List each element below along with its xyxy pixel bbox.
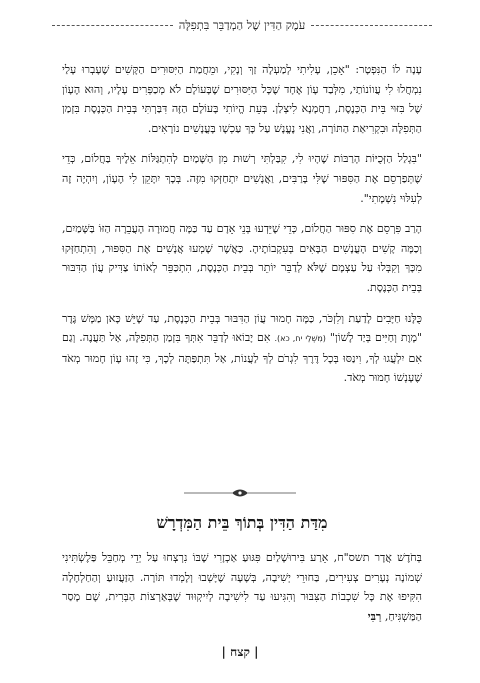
running-header [52, 14, 432, 36]
header-rule-right [311, 25, 432, 26]
paragraph-4 [62, 309, 422, 388]
page-number: | קצח | [221, 645, 259, 659]
paragraph-4-part-1: כֻּלָּנוּ חַיָּבִים לָדַעַת וְלִזְכֹּר, כַּמָּה חָמוּר עֲוֹן הַדִּבּוּר בְּבֵית הַכְּנֶסֶת, עַד שֶׁיֵּשׁ כָּאן מַמָּשׁ גֶּדֶר "מָוֶת וְחַיִּים בְּיַד לָשׁוֹן" [62, 311, 423, 345]
running-title: עֹמֶק הַדִּין שֶׁל הַמְדַבֵּר בִּתְפִלָּה [178, 18, 306, 32]
paragraph-1: עָנָה לוֹ הַנִּפְטָר: "אָכֵן, עָלִיתִי לְמַעְלָה זַךְ וְנָקִי, וּמֵחֲמַת הַיִּסּוּרִים הַקָּשִׁים שֶׁעָבְרוּ עָלַי נִמְחֲלוּ לִי עֲווֹנוֹתַי, מִלְּבַד עָוֹן אֶחָד שֶׁכָּל הַיִּסּוּרִים שֶׁבָּעוֹלָם לֹא מְכַפְּרִים עָלָיו, וְהוּא הֶעָוֹן שֶׁל בִּזּוּי בֵּית הַכְּנֶסֶת, רַחֲמָנָא לִיצְלַן. בְּעֵת הֱיוֹתִי בָּעוֹלָם הַזֶּה דִּבַּרְתִּי בְּבֵית הַכְּנֶסֶת בִּזְמַן הַתְּפִלָּה וּבִקְרִיאַת הַתּוֹרָה, וַאֲנִי נֶעֱנָשׁ עַל כָּךְ עַכְשָׁו בָּעֳנָשִׁים נוֹרָאִים. [62, 63, 422, 135]
divider-ornament-icon [180, 486, 300, 500]
section-divider-ornament [180, 486, 300, 500]
paragraph-3: הָרַב פִּרְסֵם אֶת סִפּוּר הַחֲלוֹם, כְּדֵי שֶׁיֵּדְעוּ בְּנֵי אָדָם עַד כַּמָּה חֲמוּרָה הָעֲבֵרָה הַזּוֹ בַּשָּׁמַיִם, וְכַמָּה קָשִׁים הָעֳנָשִׁים הַבָּאִים בְּעִקְבוֹתֶיהָ. כַּאֲשֶׁר שָׁמְעוּ אֲנָשִׁים אֶת הַסִּפּוּר, וְהִתְחַזְּקוּ מִכָּךְ וְקִבְּלוּ עַל עַצְמָם שֶׁלֹּא לְדַבֵּר יוֹתֵר בְּבֵית הַכְּנֶסֶת, הִתְכַּפֵּר לְאוֹתוֹ צַדִּיק עֲוֹן הַדִּבּוּר בְּבֵית הַכְּנֶסֶת. [62, 222, 422, 294]
section-title: מִדַּת הַדִּין בְּתוֹךְ בֵּית הַמִּדְרָשׁ [156, 513, 328, 532]
paragraph-4-part-2: אִם יָבוֹאוּ לְדַבֵּר אִתְּךָ בִּזְמַן הַתְּפִלָּה, אַל תַּעֲנֶה. וְגַם אִם יִלְעֲגוּ לְךָ, וִינַסּוּ בְּכָל דֶּרֶךְ לִגְרֹם לְךָ לַעֲנוֹת, אַל תִּתְפַּתֶּה לְכָךְ, כִּי זֶהוּ עָוֹן חָמוּר מְאֹד שֶׁעָנְשׁוֹ חָמוּר מְאֹד. [62, 331, 422, 385]
paragraph-2: "בִּגְלַל הַזְּכֻיּוֹת הָרַבּוֹת שֶׁהָיוּ לִי, קִבַּלְתִּי רְשׁוּת מִן הַשָּׁמַיִם לְהִתְגַּלּוֹת אֵלֶיךָ בַּחֲלוֹם, כְּדֵי שֶׁתְּפַרְסֵם אֶת הַסִּפּוּר שֶׁלִּי בָּרַבִּים, וַאֲנָשִׁים יִתְחַזְּקוּ מִזֶּה. בְּכָךְ יִתָּקֵן לִי הֶעָוֹן, וְיִהְיֶה זֶה לְעִלּוּי נִשְׁמָתִי". [62, 152, 422, 205]
header-rule-left [52, 25, 173, 26]
section-paragraph-body: בְּחֹדֶשׁ אֲדָר תשס"ח, אֵרַע בִּירוּשָׁלַיִם פִּגּוּעַ אַכְזָרִי שֶׁבּוֹ נִרְצְחוּ עַל יְדֵי מְחַבֵּל פַּלֶשְׂתִּינִי שְׁמוֹנָה נְעָרִים צְעִירִים, בַּחוּרֵי יְשִׁיבָה, בְּשָׁעָה שֶׁיָּשְׁבוּ וְלָמְדוּ תּוֹרָה. הַזַּעֲזוּעַ וְהַחַלְחָלָה הִקִּיפוּ אֶת כָּל שִׁכְבוֹת הַצִּבּוּר וְהִגִּיעוּ עַד לִישִׁיבָה לְיִיקְוּוּד שֶׁבְּאַרְצוֹת הַבְּרִית, שָׁם מָסַר הַמַּשְׁגִּיחַ, [62, 551, 422, 623]
scripture-source: (מִשְׁלֵי יח, כא). [274, 334, 326, 344]
section-text [62, 548, 422, 626]
rabbi-word: רַבִּי [367, 609, 382, 623]
section-paragraph-1 [62, 548, 422, 626]
main-text [62, 60, 422, 399]
